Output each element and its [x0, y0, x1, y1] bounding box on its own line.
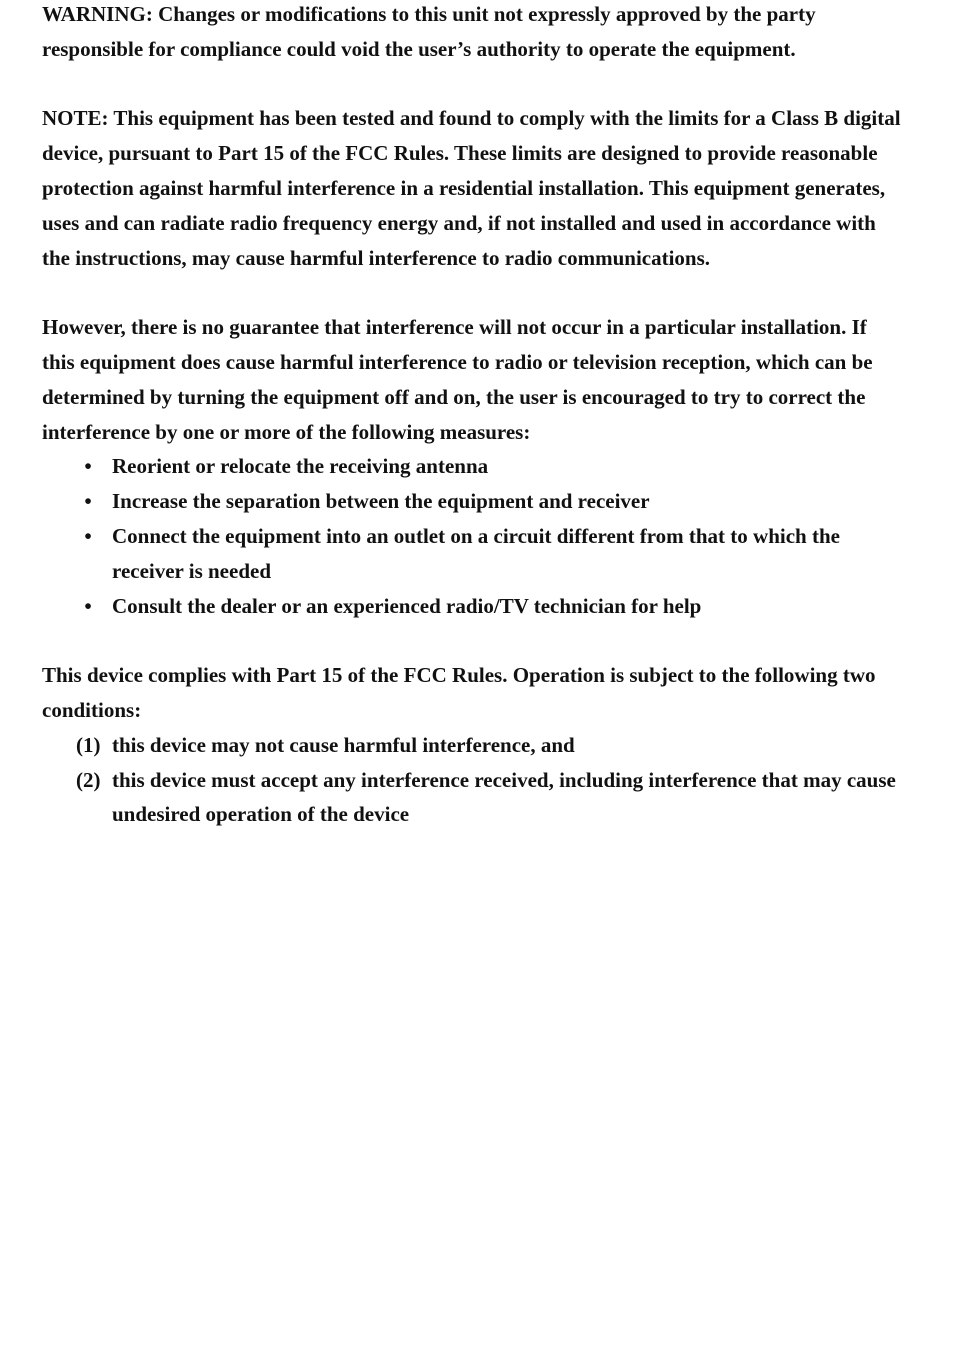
list-item [42, 763, 902, 833]
list-item [42, 589, 902, 624]
bullet-icon: • [84, 489, 92, 514]
measure-text: Increase the separation between the equipment and receiver [112, 489, 650, 514]
conditions-list [42, 728, 902, 832]
condition-number: (1) [76, 732, 101, 757]
condition-number: (2) [76, 767, 101, 792]
measures-list [42, 449, 902, 623]
measure-text: Reorient or relocate the receiving antenna [112, 454, 489, 479]
list-item [42, 728, 902, 763]
measure-text: Connect the equipment into an outlet on a circuit different from that to which the receiver is needed [112, 523, 840, 583]
measure-text: Consult the dealer or an experienced radio/TV technician for help [112, 593, 702, 618]
bullet-icon: • [84, 454, 92, 479]
condition-text: this device may not cause harmful interference, and [112, 732, 575, 757]
warning-paragraph: WARNING: Changes or modifications to this unit not expressly approved by the party responsible for compliance could void the user’s authority to operate the equipment. [42, 2, 816, 61]
document-body [42, 0, 902, 832]
list-item [42, 484, 902, 519]
list-item [42, 519, 902, 589]
list-item [42, 449, 902, 484]
bullet-icon: • [84, 523, 92, 548]
however-paragraph: However, there is no guarantee that interference will not occur in a particular installation. If this equipment does cause harmful interference to radio or television reception, which can be determined by turning the equipment off and on, the user is encouraged to try to correct the interference by one or more of the following measures: [42, 315, 873, 444]
bullet-icon: • [84, 593, 92, 618]
note-paragraph: NOTE: This equipment has been tested and found to comply with the limits for a Class B digital device, pursuant to Part 15 of the FCC Rules. These limits are designed to provide reasonable protection against harmful interference in a residential installation. This equipment generates, uses and can radiate radio frequency energy and, if not installed and used in accordance with the instructions, may cause harmful interference to radio communications. [42, 106, 901, 270]
compliance-paragraph: This device complies with Part 15 of the FCC Rules. Operation is subject to the following two conditions: [42, 663, 876, 722]
condition-text: this device must accept any interference received, including interference that may cause undesired operation of the device [112, 767, 896, 827]
